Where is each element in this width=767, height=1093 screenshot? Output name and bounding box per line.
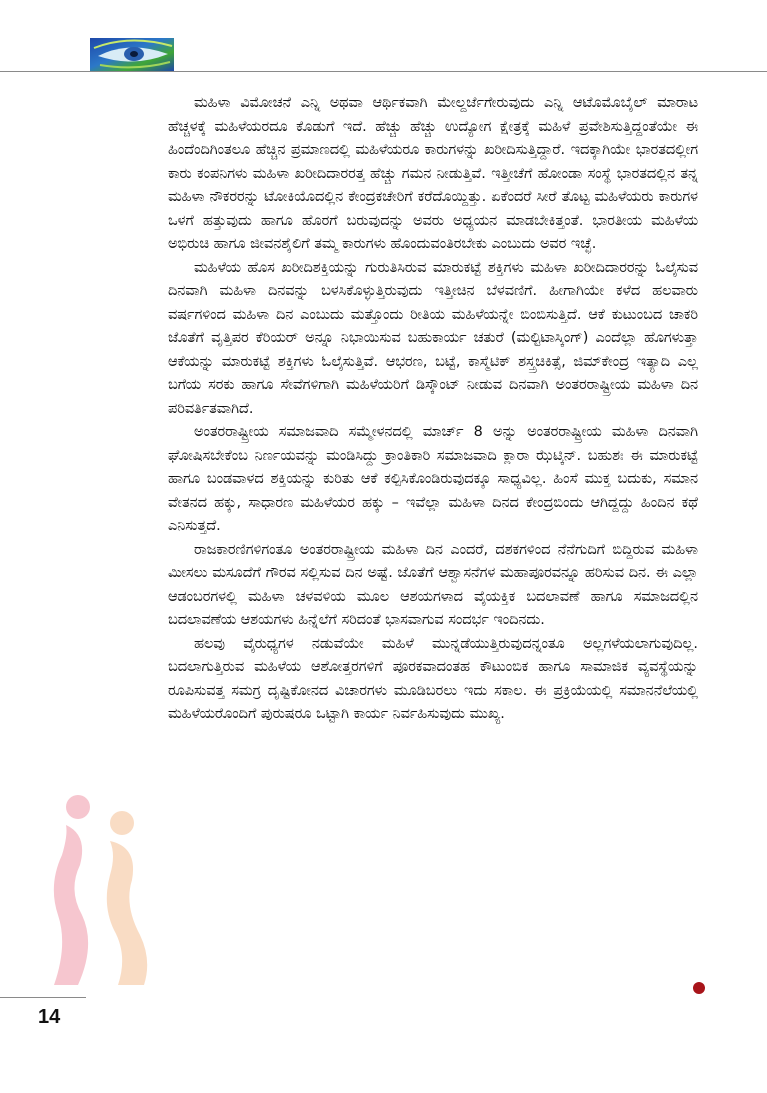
paragraph: ಹಲವು ವೈರುಧ್ಯಗಳ ನಡುವೆಯೇ ಮಹಿಳೆ ಮುನ್ನಡೆಯುತ್ತಿರುವುದನ್ನಂತೂ ಅಲ್ಲಗಳೆಯಲಾಗುವುದಿಲ್ಲ. ಬದಲಾಗುತ್ತಿರುವ ಮಹಿಳೆಯ ಆಶೋತ್ತರಗಳಿಗೆ ಪೂರಕವಾದಂತಹ ಕೌಟುಂಬಿಕ ಹಾಗೂ ಸಾಮಾಜಿಕ ವ್ಯವಸ್ಥೆಯನ್ನು ರೂಪಿಸುವತ್ತ ಸಮಗ್ರ ದೃಷ್ಟಿಕೋನದ ವಿಚಾರಗಳು ಮೂಡಿಬರಲು ಇದು ಸಕಾಲ. ಈ ಪ್ರಕ್ರಿಯೆಯಲ್ಲಿ ಸಮಾನನೆಲೆಯಲ್ಲಿ ಮಹಿಳೆಯರೊಂದಿಗೆ ಪುರುಷರೂ ಒಟ್ಟಾಗಿ ಕಾರ್ಯ ನಿರ್ವಹಿಸುವುದು ಮುಖ್ಯ.	[168, 635, 698, 722]
figures-silhouette-icon	[48, 795, 168, 985]
article-body	[168, 92, 698, 727]
paragraph: ಮಹಿಳೆಯ ಹೊಸ ಖರೀದಿಶಕ್ತಿಯನ್ನು ಗುರುತಿಸಿರುವ ಮಾರುಕಟ್ಟೆ ಶಕ್ತಿಗಳು ಮಹಿಳಾ ಖರೀದಿದಾರರನ್ನು ಓಲೈಸುವ ದಿನವಾಗಿ ಮಹಿಳಾ ದಿನವನ್ನು ಬಳಸಿಕೊಳ್ಳುತ್ತಿರುವುದು ಇತ್ತೀಚಿನ ಬೆಳವಣಿಗೆ. ಹೀಗಾಗಿಯೇ ಕಳೆದ ಹಲವಾರು ವರ್ಷಗಳಿಂದ ಮಹಿಳಾ ದಿನ ಎಂಬುದು ಮತ್ತೊಂದು ರೀತಿಯ ಮಹಿಳೆಯನ್ನೇ ಬಿಂಬಿಸುತ್ತಿದೆ. ಆಕೆ ಕುಟುಂಬದ ಚಾಕರಿ ಜೊತೆಗೆ ವೃತ್ತಿಪರ ಕೆರಿಯರ್ ಅನ್ನೂ ನಿಭಾಯಿಸುವ ಬಹುಕಾರ್ಯ ಚತುರೆ (ಮಲ್ಟಿಟಾಸ್ಕಿಂಗ್) ಎಂದೆಲ್ಲಾ ಹೊಗಳುತ್ತಾ ಆಕೆಯನ್ನು ಮಾರುಕಟ್ಟೆ ಶಕ್ತಿಗಳು ಓಲೈಸುತ್ತಿವೆ. ಆಭರಣ, ಬಟ್ಟೆ, ಕಾಸ್ಮೆಟಿಕ್ ಶಸ್ತ್ರಚಿಕಿತ್ಸೆ, ಜಿಮ್‌ಕೇಂದ್ರ ಇತ್ಯಾದಿ ಎಲ್ಲ ಬಗೆಯ ಸರಕು ಹಾಗೂ ಸೇವೆಗಳಿಗಾಗಿ ಮಹಿಳೆಯರಿಗೆ ಡಿಸ್ಕೌಂಟ್ ನೀಡುವ ದಿನವಾಗಿ ಅಂತರರಾಷ್ಟ್ರೀಯ ಮಹಿಳಾ ದಿನ ಪರಿವರ್ತಿತವಾಗಿದೆ.	[168, 259, 698, 417]
footer-rule	[0, 997, 86, 998]
eye-logo-icon	[90, 38, 174, 71]
header-rule	[0, 71, 767, 72]
paragraph: ಮಹಿಳಾ ವಿಮೋಚನೆ ಎನ್ನಿ ಅಥವಾ ಆರ್ಥಿಕವಾಗಿ ಮೇಲ್ದರ್ಜೆಗೇರುವುದು ಎನ್ನಿ ಆಟೊಮೊಬೈಲ್ ಮಾರಾಟ ಹೆಚ್ಚಳಕ್ಕೆ ಮಹಿಳೆಯರದೂ ಕೊಡುಗೆ ಇದೆ. ಹೆಚ್ಚು ಹೆಚ್ಚು ಉದ್ಯೋಗ ಕ್ಷೇತ್ರಕ್ಕೆ ಮಹಿಳೆ ಪ್ರವೇಶಿಸುತ್ತಿದ್ದಂತೆಯೇ ಈ ಹಿಂದೆಂದಿಗಿಂತಲೂ ಹೆಚ್ಚಿನ ಪ್ರಮಾಣದಲ್ಲಿ ಮಹಿಳೆಯರೂ ಕಾರುಗಳನ್ನು ಖರೀದಿಸುತ್ತಿದ್ದಾರೆ. ಇದಕ್ಕಾಗಿಯೇ ಭಾರತದಲ್ಲೀಗ ಕಾರು ಕಂಪನಿಗಳು ಮಹಿಳಾ ಖರೀದಿದಾರರತ್ತ ಹೆಚ್ಚು ಗಮನ ನೀಡುತ್ತಿವೆ. ಇತ್ತೀಚೆಗೆ ಹೋಂಡಾ ಸಂಸ್ಥೆ ಭಾರತದಲ್ಲಿನ ತನ್ನ ಮಹಿಳಾ ನೌಕರರನ್ನು ಟೋಕಿಯೊದಲ್ಲಿನ ಕೇಂದ್ರಕಚೇರಿಗೆ ಕರೆದೊಯ್ದಿತ್ತು. ಏಕೆಂದರೆ ಸೀರೆ ತೊಟ್ಟ ಮಹಿಳೆಯರು ಕಾರುಗಳ ಒಳಗೆ ಹತ್ತುವುದು ಹಾಗೂ ಹೊರಗೆ ಬರುವುದನ್ನು ಅವರು ಅಧ್ಯಯನ ಮಾಡಬೇಕಿತ್ತಂತೆ. ಭಾರತೀಯ ಮಹಿಳೆಯ ಅಭಿರುಚಿ ಹಾಗೂ ಜೀವನಶೈಲಿಗೆ ತಮ್ಮ ಕಾರುಗಳು ಹೊಂದುವಂತಿರಬೇಕು ಎಂಬುದು ಅವರ ಇಚ್ಛೆ.	[168, 95, 698, 252]
page-number: 14	[38, 1006, 61, 1028]
paragraph: ಅಂತರರಾಷ್ಟ್ರೀಯ ಸಮಾಜವಾದಿ ಸಮ್ಮೇಳನದಲ್ಲಿ ಮಾರ್ಚ್ 8 ಅನ್ನು ಅಂತರರಾಷ್ಟ್ರೀಯ ಮಹಿಳಾ ದಿನವಾಗಿ ಘೋಷಿಸಬೇಕೆಂಬ ನಿರ್ಣಯವನ್ನು ಮಂಡಿಸಿದ್ದು ಕ್ರಾಂತಿಕಾರಿ ಸಮಾಜವಾದಿ ಕ್ಲಾರಾ ಝೆಟ್ಕಿನ್. ಬಹುಶಃ ಈ ಮಾರುಕಟ್ಟೆ ಹಾಗೂ ಬಂಡವಾಳದ ಶಕ್ತಿಯನ್ನು ಕುರಿತು ಆಕೆ ಕಲ್ಪಿಸಿಕೊಂಡಿರುವುದಕ್ಕೂ ಸಾಧ್ಯವಿಲ್ಲ. ಹಿಂಸೆ ಮುಕ್ತ ಬದುಕು, ಸಮಾನ ವೇತನದ ಹಕ್ಕು, ಸಾಧಾರಣ ಮಹಿಳೆಯರ ಹಕ್ಕು – ಇವೆಲ್ಲಾ ಮಹಿಳಾ ದಿನದ ಕೇಂದ್ರಬಿಂದು ಆಗಿದ್ದದ್ದು ಹಿಂದಿನ ಕಥೆ ಎನಿಸುತ್ತದೆ.	[168, 424, 698, 534]
paragraph: ರಾಜಕಾರಣಿಗಳಿಗಂತೂ ಅಂತರರಾಷ್ಟ್ರೀಯ ಮಹಿಳಾ ದಿನ ಎಂದರೆ, ದಶಕಗಳಿಂದ ನೆನೆಗುದಿಗೆ ಬಿದ್ದಿರುವ ಮಹಿಳಾ ಮೀಸಲು ಮಸೂದೆಗೆ ಗೌರವ ಸಲ್ಲಿಸುವ ದಿನ ಅಷ್ಟೆ. ಜೊತೆಗೆ ಆಶ್ವಾಸನೆಗಳ ಮಹಾಪೂರವನ್ನೂ ಹರಿಸುವ ದಿನ. ಈ ಎಲ್ಲಾ ಆಡಂಬರಗಳಲ್ಲಿ ಮಹಿಳಾ ಚಳವಳಿಯ ಮೂಲ ಆಶಯಗಳಾದ ವೈಯಕ್ತಿಕ ಬದಲಾವಣೆ ಹಾಗೂ ಸಮಾಜದಲ್ಲಿನ ಬದಲಾವಣೆಯ ಆಶಯಗಳು ಹಿನ್ನೆಲೆಗೆ ಸರಿದಂತೆ ಭಾಸವಾಗುವ ಸಂದರ್ಭ ಇಂದಿನದು.	[168, 541, 698, 628]
end-mark-icon	[693, 982, 705, 994]
